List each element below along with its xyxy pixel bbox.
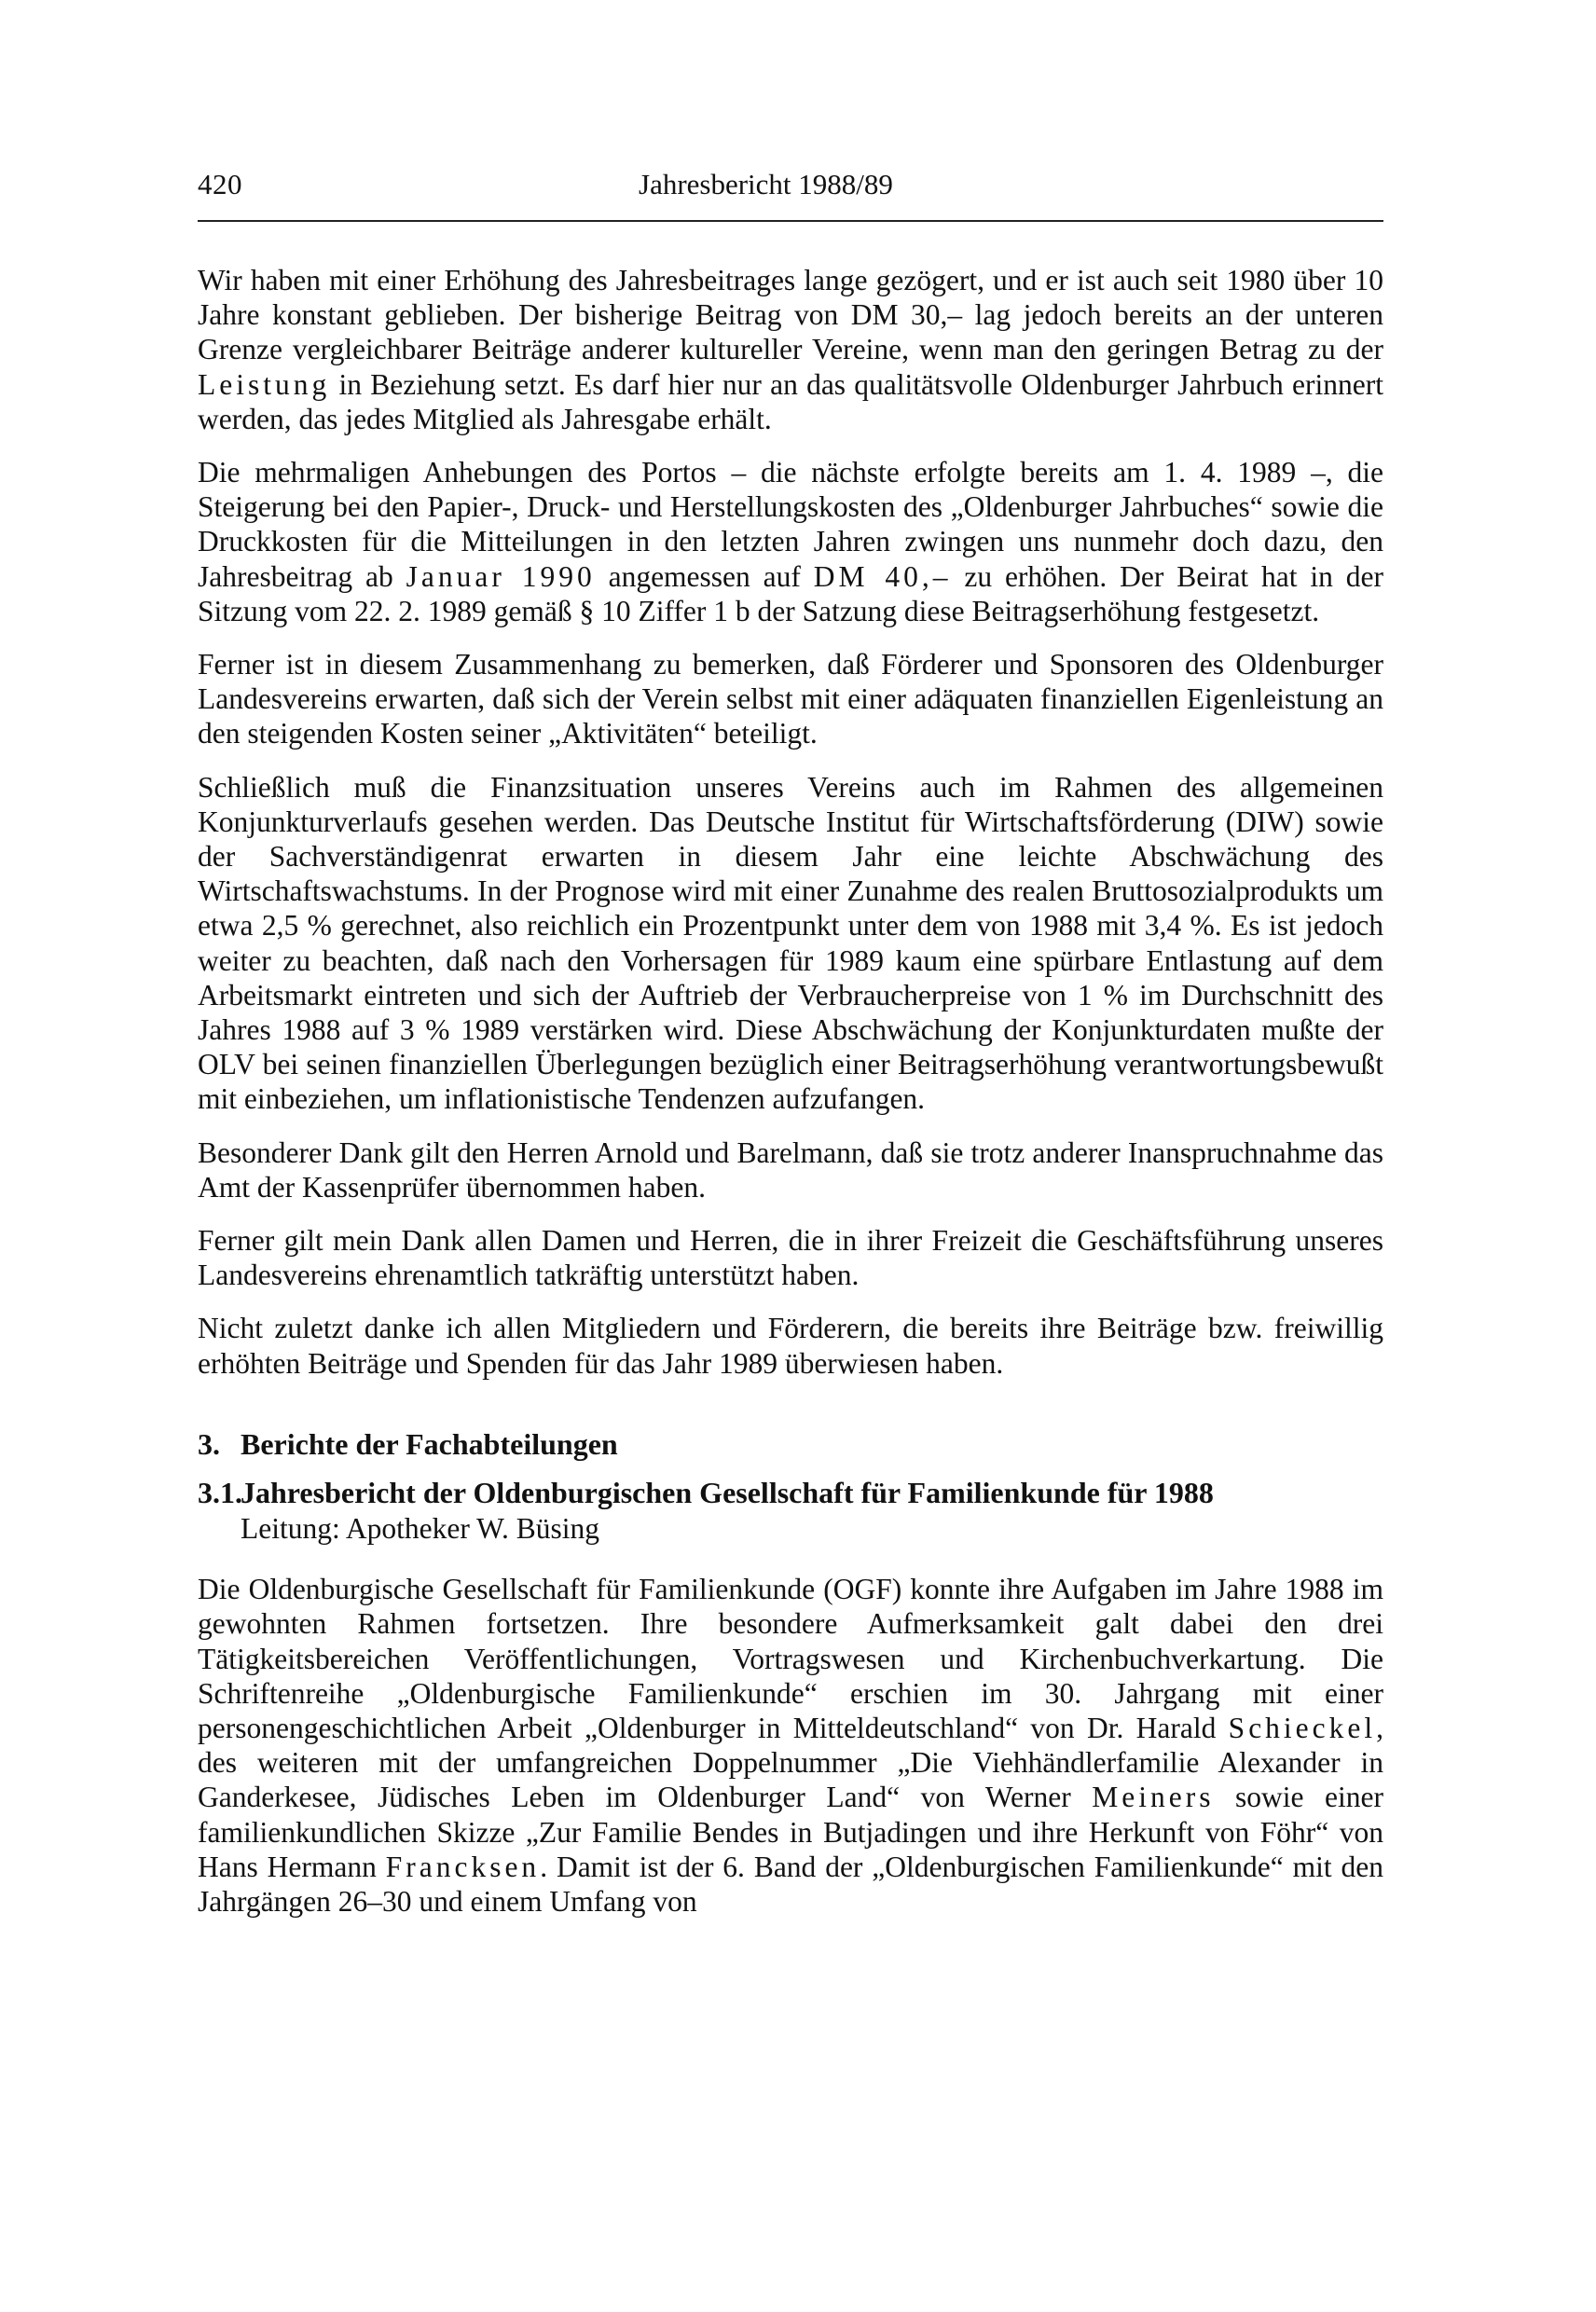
section-number: 3. (198, 1426, 220, 1461)
paragraph-economy: Schließlich muß die Finanzsituation unseres Vereins auch im Rahmen des allgemeinen Konjunkturverlaufs gesehen werden. Das Deutsche Institut für Wirtschaftsförderung (DIW) sowie der Sachverständigenrat erwarten in diesem Jahr eine leichte Abschwächung des Wirtschaftswachstums. In der Prognose wird mit einer Zunahme des realen Bruttosozialprodukts um etwa 2,5 % gerechnet, also reichlich ein Prozentpunkt unter dem von 1988 mit 3,4 %. Es ist jedoch weiter zu beachten, daß nach den Vorhersagen für 1989 kaum eine spürbare Entlastung auf dem Arbeitsmarkt eintreten und sich der Auftrieb der Verbraucherpreise von 1 % im Durchschnitt des Jahres 1988 auf 3 % 1989 verstärken wird. Diese Abschwächung der Konjunkturdaten mußte der OLV bei seinen finanziellen Überlegungen bezüglich einer Beitragserhöhung verantwortungsbewußt mit einbeziehen, um inflationistische Tendenzen aufzufangen. (198, 770, 1383, 1116)
subsection-leader: Leitung: Apotheker W. Büsing (241, 1511, 599, 1545)
text-run: Wir haben mit einer Erhöhung des Jahresbeitrages lange gezögert, und er ist auch seit 1980 über 10 Jahre konstant geblieben. Der bisherige Beitrag von DM 30,– lag jedoch bereits an der unteren Grenze vergleichbarer Beiträge anderer kultureller Vereine, wenn man den geringen Betrag zu der (198, 264, 1383, 366)
text-run: Die Oldenburgische Gesellschaft für Familienkunde (OGF) konnte ihre Aufgaben im Jahre 1988 im gewohnten Rahmen fortsetzen. Ihre besondere Aufmerksamkeit galt dabei den drei Tätigkeitsbereichen Veröffentlichungen, Vortragswesen und Kirchenbuchverkartung. Die Schriftenreihe „Oldenburgische Familienkunde“ erschien im 30. Jahrgang mit einer personengeschichtlichen Arbeit „Oldenburger in Mitteldeutschland“ von Dr. Harald (198, 1573, 1383, 1744)
paragraph-membership-fee (198, 263, 1383, 436)
spaced-name: Schieckel (1228, 1711, 1377, 1744)
section-title: Berichte der Fachabteilungen (241, 1426, 618, 1461)
spaced-amount: DM 40,– (813, 559, 952, 593)
paragraph-sponsors: Ferner ist in diesem Zusammenhang zu bemerken, daß Förderer und Sponsoren des Oldenburger Landesvereins erwarten, daß sich der Verein selbst mit einer adäquaten finanziellen Eigenleistung an den steigenden Kosten seiner „Aktivitäten“ beteiligt. (198, 648, 1383, 750)
text-run: zu erhöhen. Der Beirat hat in der Sitzung vom 22. 2. 1989 gemäß § 10 Ziffer 1 b der Satzung diese Beitragserhöhung festgesetzt. (198, 559, 1383, 627)
section-heading (198, 1425, 1383, 1463)
subsection-number: 3.1. (198, 1475, 242, 1509)
paragraph-auditors: Besonderer Dank gilt den Herren Arnold und Barelmann, daß sie trotz anderer Inanspruchnahme das Amt der Kassenprüfer übernommen haben. (198, 1135, 1383, 1204)
subsection-heading (198, 1474, 1383, 1511)
text-run: angemessen auf (595, 559, 814, 593)
paragraph-member-thanks: Nicht zuletzt danke ich allen Mitgliedern und Förderern, die bereits ihre Beiträge bzw. freiwillig erhöhten Beiträge und Spenden für das Jahr 1989 überwiesen haben. (198, 1312, 1383, 1380)
text-run: , des weiteren mit der umfangreichen Doppelnummer „Die Viehhändlerfamilie Alexander in Ganderkesee, Jüdisches Leben im Oldenburger Land“ von Werner (198, 1711, 1383, 1814)
spaced-date: Januar 1990 (406, 559, 596, 593)
spaced-word: Leistung (198, 367, 331, 401)
paragraph-ogf-report (198, 1572, 1383, 1919)
spaced-name: Francksen (385, 1850, 541, 1883)
header-rule (198, 220, 1383, 222)
text-run: in Beziehung setzt. Es darf hier nur an das qualitätsvolle Oldenburger Jahrbuch erinnert werden, das jedes Mitglied als Jahresgabe erhält. (198, 367, 1383, 435)
spaced-name: Meiners (1092, 1781, 1215, 1814)
text-run: Die mehrmaligen Anhebungen des Portos – die nächste erfolgte bereits am 1. 4. 1989 –, die Steigerung bei den Papier-, Druck- und Herstellungskosten des „Oldenburger Jahrbuches“ sowie die Druckkosten für die Mitteilungen in den letzten Jahren zwingen uns nunmehr doch dazu, den Jahresbeitrag ab (198, 456, 1383, 593)
page-header (198, 168, 1383, 214)
paragraph-staff-thanks: Ferner gilt mein Dank allen Damen und Herren, die in ihrer Freizeit die Geschäftsführung unseres Landesvereins ehrenamtlich tatkräftig unterstützt haben. (198, 1224, 1383, 1292)
body-text (198, 263, 1383, 1937)
text-run: sowie einer familienkundlichen Skizze „Zur Familie Bendes in Butjadingen und ihre Herkunft von Föhr“ von Hans Hermann (198, 1781, 1383, 1883)
running-title: Jahresbericht 1988/89 (639, 168, 893, 200)
page-number: 420 (198, 168, 242, 200)
text-run: . Damit ist der 6. Band der „Oldenburgischen Familienkunde“ mit den Jahrgängen 26–30 und einem Umfang von (198, 1850, 1383, 1918)
paragraph-cost-increase (198, 455, 1383, 628)
subsection-title: Jahresbericht der Oldenburgischen Gesellschaft für Familienkunde für 1988 (241, 1475, 1214, 1509)
